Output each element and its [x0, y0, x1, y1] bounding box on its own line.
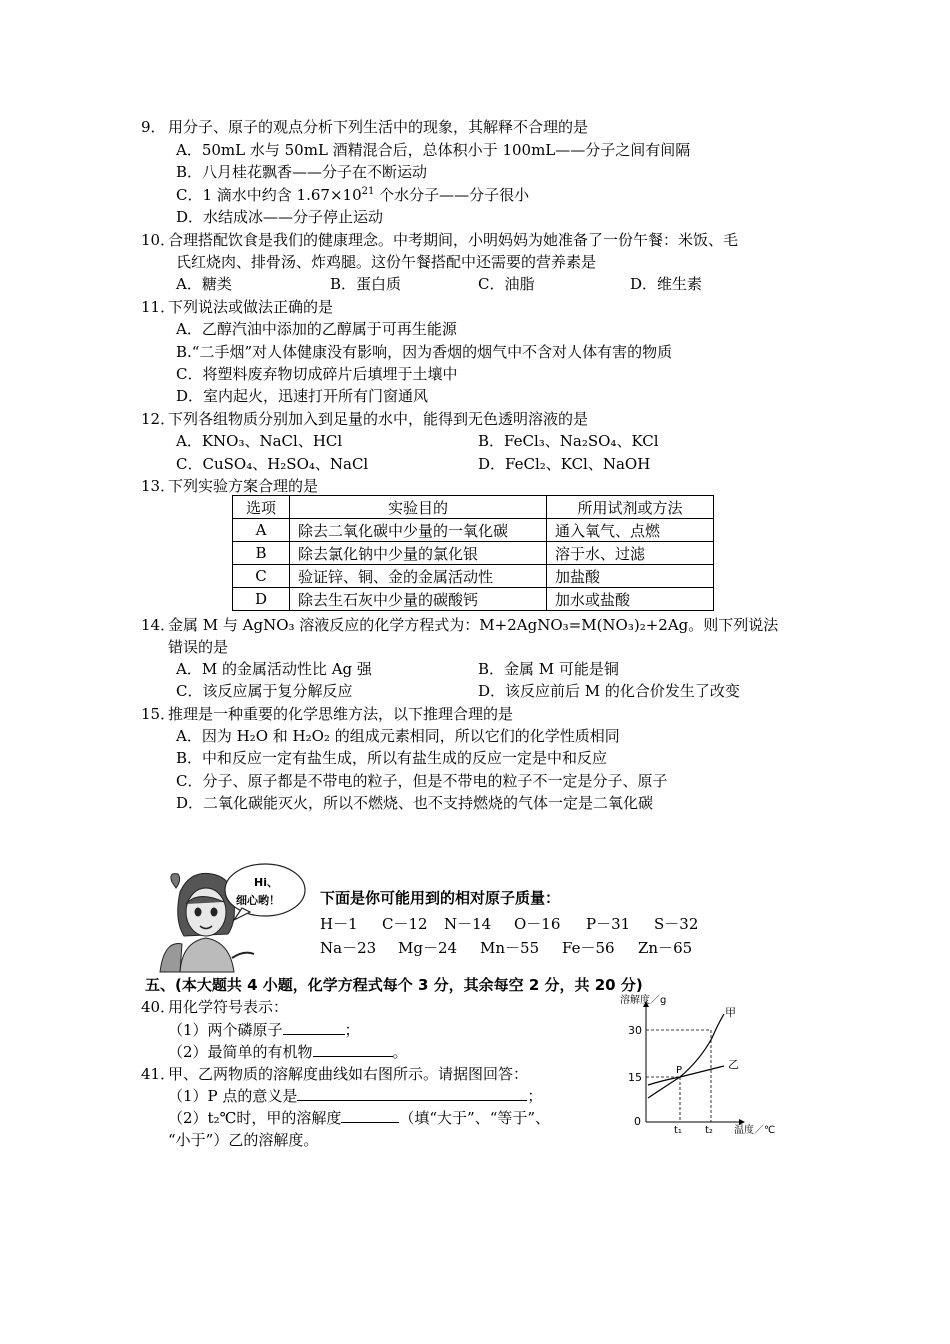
x-tick-t2: t₂	[705, 1125, 713, 1136]
q9-option-d: D．水结成冰——分子停止运动	[176, 208, 384, 226]
q15-option-a: A．因为 H₂O 和 H₂O₂ 的组成元素相同，所以它们的化学性质相同	[176, 727, 620, 745]
point-p-label: P	[676, 1065, 683, 1076]
cell-purpose: 除去二氧化碳中少量的一氧化碳	[290, 519, 547, 542]
cell-option: C	[233, 565, 290, 588]
q11-option-b: B.“二手烟”对人体健康没有影响，因为香烟的烟气中不含对人体有害的物质	[176, 343, 673, 361]
atomic-mass-mg: Mg－24	[398, 939, 458, 957]
q10-number: 10．	[141, 231, 176, 249]
q13-number: 13．	[141, 477, 176, 495]
answer-blank[interactable]	[283, 1020, 345, 1035]
solubility-chart	[600, 990, 800, 1140]
q41-number: 41．	[141, 1065, 176, 1083]
x-tick-t1: t₁	[674, 1125, 682, 1136]
q10-option-d: D．维生素	[630, 275, 703, 293]
y-tick-0: 0	[634, 1115, 641, 1128]
y-tick-15: 15	[628, 1071, 642, 1084]
atomic-mass-o: O－16	[514, 915, 561, 933]
section-title: 五、(本大题共 4 小题，化学方程式每个 3 分，其余每空 2 分，共 20 分)	[145, 976, 643, 994]
q12-option-b: B．FeCl₃、Na₂SO₄、KCl	[478, 432, 659, 450]
q11-option-d: D．室内起火，迅速打开所有门窗通风	[176, 387, 429, 405]
series-yi-curve	[648, 1066, 724, 1085]
table-row	[233, 565, 714, 588]
cell-option: D	[233, 588, 290, 611]
atomic-mass-title: 下面是你可能用到的相对原子质量：	[320, 889, 561, 907]
table-header-row	[233, 496, 714, 519]
q15-number: 15．	[141, 705, 176, 723]
experiment-table	[232, 495, 714, 611]
q10-option-a: A．糖类	[176, 275, 232, 293]
header-option: 选项	[233, 496, 290, 519]
table-row	[233, 588, 714, 611]
q9-option-a: A．50mL 水与 50mL 酒精混合后，总体积小于 100mL——分子之间有间隔	[176, 141, 691, 159]
atomic-mass-na: Na－23	[320, 939, 377, 957]
cell-method: 加水或盐酸	[547, 588, 714, 611]
q11-number: 11．	[141, 298, 176, 316]
atomic-mass-h: H－1	[320, 915, 358, 933]
answer-blank[interactable]	[341, 1108, 399, 1123]
series-yi-label: 乙	[728, 1058, 739, 1071]
table-row	[233, 542, 714, 565]
q12-option-a: A．KNO₃、NaCl、HCl	[176, 432, 343, 450]
cell-purpose: 除去生石灰中少量的碳酸钙	[290, 588, 547, 611]
q13-stem: 下列实验方案合理的是	[168, 477, 319, 495]
atomic-mass-p: P－31	[586, 915, 631, 933]
atomic-mass-n: N－14	[444, 915, 492, 933]
atomic-mass-s: S－32	[654, 915, 699, 933]
q14-stem-1: 金属 M 与 AgNO₃ 溶液反应的化学方程式为：M+2AgNO₃=M(NO₃)₂+2Ag。则下列说法	[168, 616, 779, 634]
q14-number: 14．	[141, 616, 176, 634]
q9-option-c: C．1 滴水中约含 $1.67\times 10^{21}$ 个水分子——分子很小	[176, 186, 530, 204]
q10-stem-1: 合理搭配饮食是我们的健康理念。中考期间，小明妈妈为她准备了一份午餐：米饭、毛	[168, 231, 739, 249]
x-axis-label: 温度／℃	[734, 1125, 776, 1136]
q15-option-b: B．中和反应一定有盐生成，所以有盐生成的反应一定是中和反应	[176, 749, 608, 767]
q40-part-2: （2）最简单的有机物 。	[168, 1043, 408, 1061]
q14-stem-2: 错误的是	[168, 638, 229, 656]
q15-option-c: C．分子、原子都是不带电的粒子，但是不带电的粒子不一定是分子、原子	[176, 772, 668, 790]
q9-option-b: B．八月桂花飘香——分子在不断运动	[176, 163, 428, 181]
cell-purpose: 除去氯化钠中少量的氯化银	[290, 542, 547, 565]
q14-option-a: A．M 的金属活动性比 Ag 强	[176, 660, 372, 678]
atomic-mass-zn: Zn－65	[638, 939, 693, 957]
series-jia-curve	[648, 1014, 724, 1098]
atomic-mass-mn: Mn－55	[480, 939, 540, 957]
cell-method: 通入氧气、点燃	[547, 519, 714, 542]
q40-number: 40．	[141, 998, 176, 1016]
atomic-mass-c: C－12	[382, 915, 428, 933]
series-jia-label: 甲	[725, 1006, 736, 1019]
cartoon-girl-illustration	[150, 862, 315, 977]
q14-option-b: B．金属 M 可能是铜	[478, 660, 619, 678]
y-axis-label: 溶解度／g	[620, 995, 667, 1006]
q41-part-1: （1）P 点的意义是 ；	[168, 1087, 543, 1105]
header-method: 所用试剂或方法	[547, 496, 714, 519]
bubble-text-2: 细心哟！	[236, 894, 280, 907]
cell-option: B	[233, 542, 290, 565]
q9-number: 9．	[141, 118, 166, 136]
q10-option-b: B．蛋白质	[330, 275, 402, 293]
q15-stem: 推理是一种重要的化学思维方法，以下推理合理的是	[168, 705, 514, 723]
q14-option-c: C．该反应属于复分解反应	[176, 682, 353, 700]
q12-option-c: C．CuSO₄、H₂SO₄、NaCl	[176, 455, 369, 473]
q11-option-c: C．将塑料废弃物切成碎片后填埋于土壤中	[176, 365, 458, 383]
q15-option-d: D．二氧化碳能灭火，所以不燃烧、也不支持燃烧的气体一定是二氧化碳	[176, 794, 654, 812]
q11-stem: 下列说法或做法正确的是	[168, 298, 334, 316]
q41-stem: 甲、乙两物质的溶解度曲线如右图所示。请据图回答：	[168, 1065, 529, 1083]
answer-blank[interactable]	[297, 1086, 527, 1101]
y-tick-30: 30	[628, 1024, 642, 1037]
q10-stem-2: 氏红烧肉、排骨汤、炸鸡腿。这份午餐搭配中还需要的营养素是	[176, 253, 597, 271]
q41-part-2: （2）t₂℃时，甲的溶解度 （填“大于”、“等于”、	[168, 1109, 551, 1127]
q12-stem: 下列各组物质分别加入到足量的水中，能得到无色透明溶液的是	[168, 410, 589, 428]
cell-purpose: 验证锌、铜、金的金属活动性	[290, 565, 547, 588]
q9-stem: 用分子、原子的观点分析下列生活中的现象，其解释不合理的是	[168, 118, 589, 136]
q10-option-c: C．油脂	[478, 275, 535, 293]
atomic-mass-fe: Fe－56	[562, 939, 615, 957]
q12-number: 12．	[141, 410, 176, 428]
cell-option: A	[233, 519, 290, 542]
q40-stem: 用化学符号表示：	[168, 998, 289, 1016]
cell-method: 加盐酸	[547, 565, 714, 588]
header-purpose: 实验目的	[290, 496, 547, 519]
q11-option-a: A．乙醇汽油中添加的乙醇属于可再生能源	[176, 320, 457, 338]
q41-part-3: “小于”）乙的溶解度。	[168, 1131, 319, 1149]
q14-option-d: D．该反应前后 M 的化合价发生了改变	[478, 682, 740, 700]
table-row	[233, 519, 714, 542]
q12-option-d: D．FeCl₂、KCl、NaOH	[478, 455, 651, 473]
q40-part-1: （1）两个磷原子 ；	[168, 1021, 360, 1039]
answer-blank[interactable]	[313, 1042, 393, 1057]
speech-bubble	[225, 864, 305, 920]
cell-method: 溶于水、过滤	[547, 542, 714, 565]
bubble-text-1: Hi、	[254, 876, 278, 889]
